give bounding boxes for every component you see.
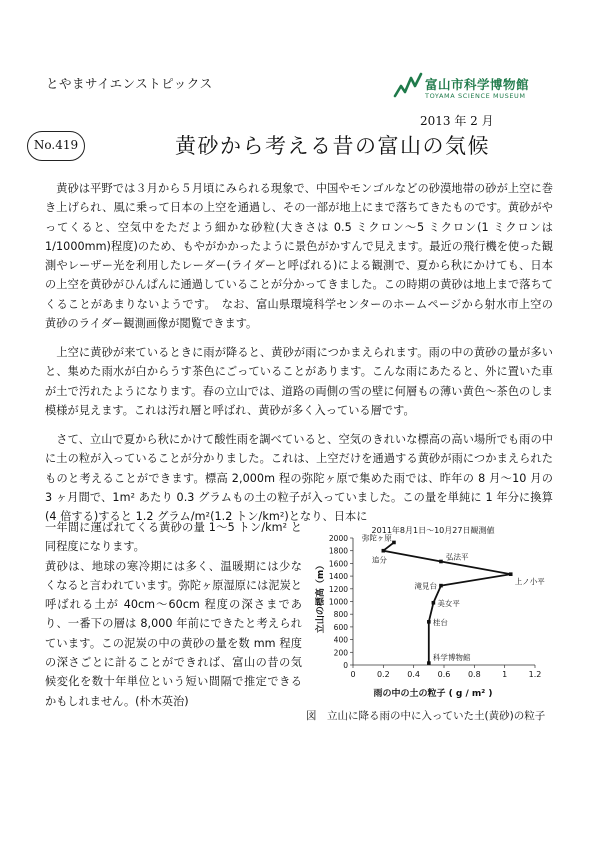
altitude-chart-svg <box>313 524 559 700</box>
chart-x-tick-label: 0 <box>350 670 356 679</box>
chart-y-tick-label: 1400 <box>328 572 348 582</box>
chart-point <box>382 549 386 553</box>
chart-point-label: 桂台 <box>432 617 448 627</box>
chart-point <box>427 620 431 624</box>
chart-x-tick-label: 0.6 <box>437 670 451 679</box>
chart-y-tick-label: 0 <box>343 661 348 670</box>
issue-number-badge: No.419 <box>27 131 85 161</box>
paragraph-2: 上空に黄砂が来ているときに雨が降ると、黄砂が雨につかまえられます。雨の中の黄砂の量が多いと、集めた雨水が白からうす茶色にごっていることがあります。こんな雨にあたると、外に置いた車が土で汚れたようになります。春の立山では、道路の両側の雪の壁に何層もの薄い黄色〜茶色のしま模様が見えます。これは汚れ層と呼ばれ、黄砂が多く入っている層です。 <box>45 346 553 417</box>
chart-x-label: 雨の中の土の粒子 ( g / m² ) <box>373 689 493 699</box>
chart-points <box>362 533 545 664</box>
article-title: 黄砂から考える昔の富山の気候 <box>175 134 490 158</box>
chart-point <box>392 541 396 545</box>
chart-point-label: 滝見台 <box>414 581 437 591</box>
chart-point-label: 上ノ小平 <box>514 577 545 587</box>
chart-y-tick-label: 1600 <box>328 559 348 569</box>
chart-point <box>427 661 431 665</box>
chart-y-label: 立山の標高（m） <box>316 560 326 634</box>
chart-y-tick-label: 200 <box>333 648 348 658</box>
chart-point-label: 弥陀ヶ原 <box>361 533 392 543</box>
chart-point-label: 科学博物館 <box>432 653 471 663</box>
issue-date: 2013 年 2 月 <box>420 114 494 128</box>
chart-point-label: 追分 <box>371 555 387 565</box>
altitude-chart <box>313 524 559 700</box>
chart-y-tick-label: 1200 <box>328 584 348 594</box>
chart-y-tick-label: 400 <box>333 635 348 645</box>
museum-name-ja: 富山市科学博物館 <box>425 77 530 92</box>
chart-point <box>432 601 436 605</box>
chart-y-tick-label: 2000 <box>328 534 348 543</box>
chart-y-tick-label: 1800 <box>328 546 348 556</box>
chart-point <box>509 572 513 576</box>
chart-point <box>439 560 443 564</box>
chart-y-tick-label: 600 <box>333 622 348 632</box>
chart-x-tick-label: 0.4 <box>407 670 421 679</box>
chart-y-tick-label: 800 <box>333 610 348 620</box>
museum-logo <box>393 72 553 106</box>
chart-point-label: 弘法平 <box>445 552 469 562</box>
paragraph-1: 黄砂は平野では３月から５月頃にみられる現象で、中国やモンゴルなどの砂漠地帯の砂が上空に巻き上げられ、風に乗って日本の上空を通過し、その一部が地上にまで落ちてきたものです。黄砂がやってくると、空気中をただよう細かな砂粒(大きさは 0.5 ミクロン〜5 ミクロン(1 ミクロンは 1/1000mm)程度)のため、もやがかかったように景色がかすんで見えます。最近の飛行機を使った観測やレーザー光を利用したレーダー(ライダーと呼ばれる)による観測で、夏から秋にかけても、日本の上空を黄砂がひんぱんに通過していることが分かってきました。この時期の黄砂は地上まで落ちてくることがあまりないようです。 なお、富山県環境科学センターのホームページから射水市上空の黄砂のライダー観測画像が閲覧できます。 <box>45 182 553 331</box>
paragraph-4: 一年間に運ばれてくる黄砂の量 1〜5 トン/km² と同程度になります。 黄砂は、地球の寒冷期には多く、温暖期には少なくなると言われています。弥陀ヶ原湿原には泥炭と呼ばれる土が 40cm〜60cm 程度の深さまであり、一番下の層は 8,000 年前にできたと考えられています。この泥炭の中の黄砂の量を数 mm 程度の深さごとに計ることができれば、富山の昔の気候変化を数十年単位という短い間隔で推定できるかもしれません。(朴木英治) <box>45 521 302 708</box>
chart-point-label: 美女平 <box>437 598 460 608</box>
paragraph-3: さて、立山で夏から秋にかけて酸性雨を調べていると、空気のきれいな標高の高い場所でも雨の中に土の粒が入っていることが分かりました。これは、上空だけを通過する黄砂が雨につかまえられたものと考えることができます。標高 2,000m 程の弥陀ヶ原で集めた雨では、昨年の 8 月〜10 月の 3 ヶ月間で、1m² あたり 0.3 グラムもの土の粒子が入っていました。この量を単純に 1 年分に換算(4 倍する)すると 1.2 グラム/m²(1.2 トン/km²)となり、日本に <box>45 433 553 524</box>
series-title: とやまサイエンストピックス <box>46 76 213 91</box>
figure-caption: 図 立山に降る雨の中に入っていた土(黄砂)の粒子 <box>306 710 546 722</box>
museum-logo-icon <box>393 72 423 100</box>
chart-title: 2011年8月1日〜10月27日観測値 <box>371 526 495 535</box>
chart-x-tick-label: 1.2 <box>528 670 542 679</box>
museum-name-en: TOYAMA SCIENCE MUSEUM <box>425 92 526 100</box>
chart-x-tick-label: 0.8 <box>467 670 481 679</box>
chart-x-tick-label: 1 <box>502 670 508 679</box>
chart-x-tick-label: 0.2 <box>376 670 390 679</box>
chart-y-tick-label: 1000 <box>328 597 348 607</box>
chart-point <box>439 584 443 588</box>
